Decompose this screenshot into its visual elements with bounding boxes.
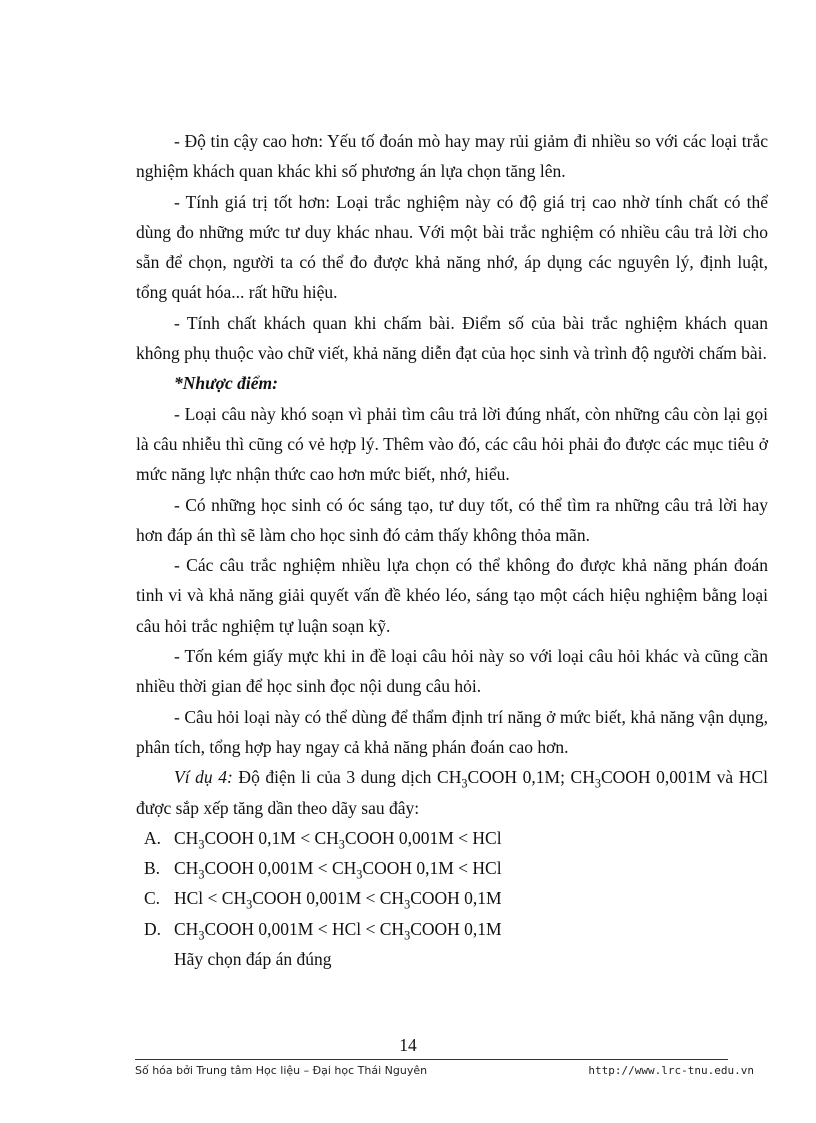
footer-url: http://www.lrc-tnu.edu.vn: [588, 1064, 754, 1077]
paragraph-validity: - Tính giá trị tốt hơn: Loại trắc nghiệm này có độ giá trị cao nhờ tính chất có thể dùng đo những mức tư duy khác nhau. Với một bài trắc nghiệm có nhiều câu trả lời cho sẵn để chọn, người ta có thể đo được khả năng nhớ, áp dụng các nguyên lý, định luật, tổng quát hóa... rất hữu hiệu.: [136, 191, 768, 303]
paragraph-assessment-levels: - Câu hỏi loại này có thể dùng để thẩm định trí năng ở mức biết, khả năng vận dụng, phân tích, tổng hợp hay ngay cả khả năng phán đoán cao hơn.: [136, 706, 768, 757]
answer-option-c: C. HCl < $CH_3COOH$ $0,001M < CH_3COOH$ 0,1M: [144, 888, 502, 912]
paragraph-objectivity: - Tính chất khách quan khi chấm bài. Điểm số của bài trắc nghiệm khách quan không phụ thuộc vào chữ viết, khả năng diễn đạt của học sinh và trình độ người chấm bài.: [136, 312, 768, 364]
paragraph-hard-to-write: - Loại câu này khó soạn vì phải tìm câu trả lời đúng nhất, còn những câu còn lại gọi là câu nhiễu thì cũng có vẻ hợp lý. Thêm vào đó, các câu hỏi phải đo được các mục tiêu ở mức năng lực nhận thức cao hơn mức biết, nhớ, hiểu.: [136, 403, 768, 485]
paragraph-judgement-limits: - Các câu trắc nghiệm nhiều lựa chọn có thể không đo được khả năng phán đoán tinh vi và khả năng giải quyết vấn đề khéo léo, sáng tạo một cách hiệu nghiệm bằng loại câu hỏi trắc nghiệm tự luận soạn kỹ.: [136, 555, 768, 636]
section-heading-disadvantages: *Nhược điểm:: [174, 373, 278, 394]
answer-option-b: B. $CH_3COOH$ $0,001M < CH_3COOH$ 0,1M < HCl: [144, 858, 502, 882]
paragraph-creative-students: - Có những học sinh có óc sáng tạo, tư duy tốt, có thể tìm ra những câu trả lời hay hơn đáp án thì sẽ làm cho học sinh đó cảm thấy không thỏa mãn.: [136, 494, 768, 545]
instruction-text: Hãy chọn đáp án đúng: [174, 949, 332, 970]
page-body: [136, 126, 768, 974]
paragraph-cost: - Tốn kém giấy mực khi in đề loại câu hỏi này so với loại câu hỏi khác và cũng cần nhiều thời gian để học sinh đọc nội dung câu hỏi.: [136, 646, 768, 697]
answer-option-d: D. $CH_3COOH$ 0,001M < HCl < $CH_3COOH$ 0,1M: [144, 918, 502, 943]
example-label: Ví dụ 4:: [174, 767, 233, 788]
page-number: 14: [399, 1035, 417, 1055]
example-question: Ví dụ 4: Độ điện li của 3 dung dịch $CH_3COOH$ 0,1M; $CH_3COOH$ 0,001M và HCl được sắp xếp tăng dần theo dãy sau đây:: [136, 767, 768, 818]
paragraph-reliability: - Độ tin cậy cao hơn: Yếu tố đoán mò hay may rủi giảm đi nhiều so với các loại trắc nghiệm khách quan khác khi số phương án lựa chọn tăng lên.: [136, 131, 768, 182]
answer-option-a: A. $CH_3COOH$ $0,1M < CH_3COOH$ 0,001M < HCl: [144, 827, 502, 852]
footer-divider: [135, 1059, 728, 1060]
footer-credit: Số hóa bởi Trung tâm Học liệu – Đại học Thái Nguyên: [135, 1064, 428, 1077]
